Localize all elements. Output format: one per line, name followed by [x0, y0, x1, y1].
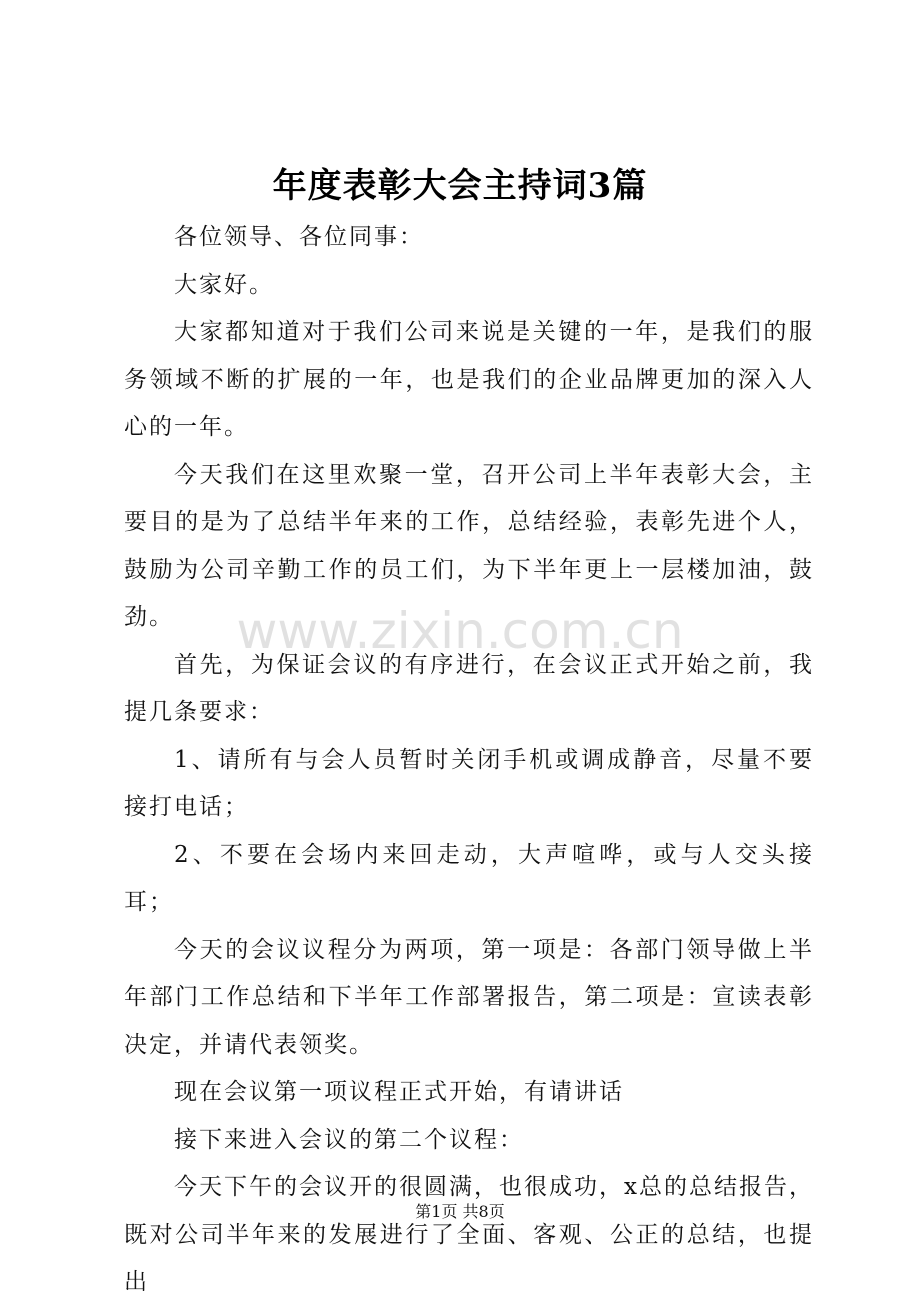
paragraph: 2、不要在会场内来回走动，大声喧哗，或与人交头接耳； [124, 841, 814, 915]
paragraph: 首先，为保证会议的有序进行，在会议正式开始之前，我提几条要求： [124, 651, 814, 725]
document-body [124, 214, 814, 1307]
paragraph: 今天我们在这里欢聚一堂，召开公司上半年表彰大会，主要目的是为了总结半年来的工作，总结经验，表彰先进个人，鼓励为公司辛勤工作的员工们，为下半年更上一层楼加油，鼓劲。 [124, 461, 814, 630]
paragraph: 现在会议第一项议程正式开始，有请讲话 [174, 1079, 624, 1105]
paragraph: 1、请所有与会人员暂时关闭手机或调成静音，尽量不要接打电话； [124, 746, 814, 820]
paragraph: 各位领导、各位同事： [174, 224, 424, 250]
paragraph: 大家好。 [174, 271, 274, 298]
paragraph: 接下来进入会议的第二个议程： [174, 1126, 524, 1153]
document-title: 年度表彰大会主持词3篇 [272, 166, 648, 206]
paragraph: 今天的会议议程分为两项，第一项是：各部门领导做上半年部门工作总结和下半年工作部署报告，第二项是：宣读表彰决定，并请代表领奖。 [124, 936, 814, 1058]
paragraph: 大家都知道对于我们公司来说是关键的一年，是我们的服务领域不断的扩展的一年，也是我们的企业品牌更加的深入人心的一年。 [124, 319, 814, 440]
watermark: www.zixin.com.cn [236, 602, 684, 660]
paragraph: 今天下午的会议开的很圆满，也很成功，x总的总结报告，既对公司半年来的发展进行了全面、客观、公正的总结，也提出 [124, 1174, 814, 1295]
page-footer: 第1页 共8页 [415, 1202, 505, 1221]
